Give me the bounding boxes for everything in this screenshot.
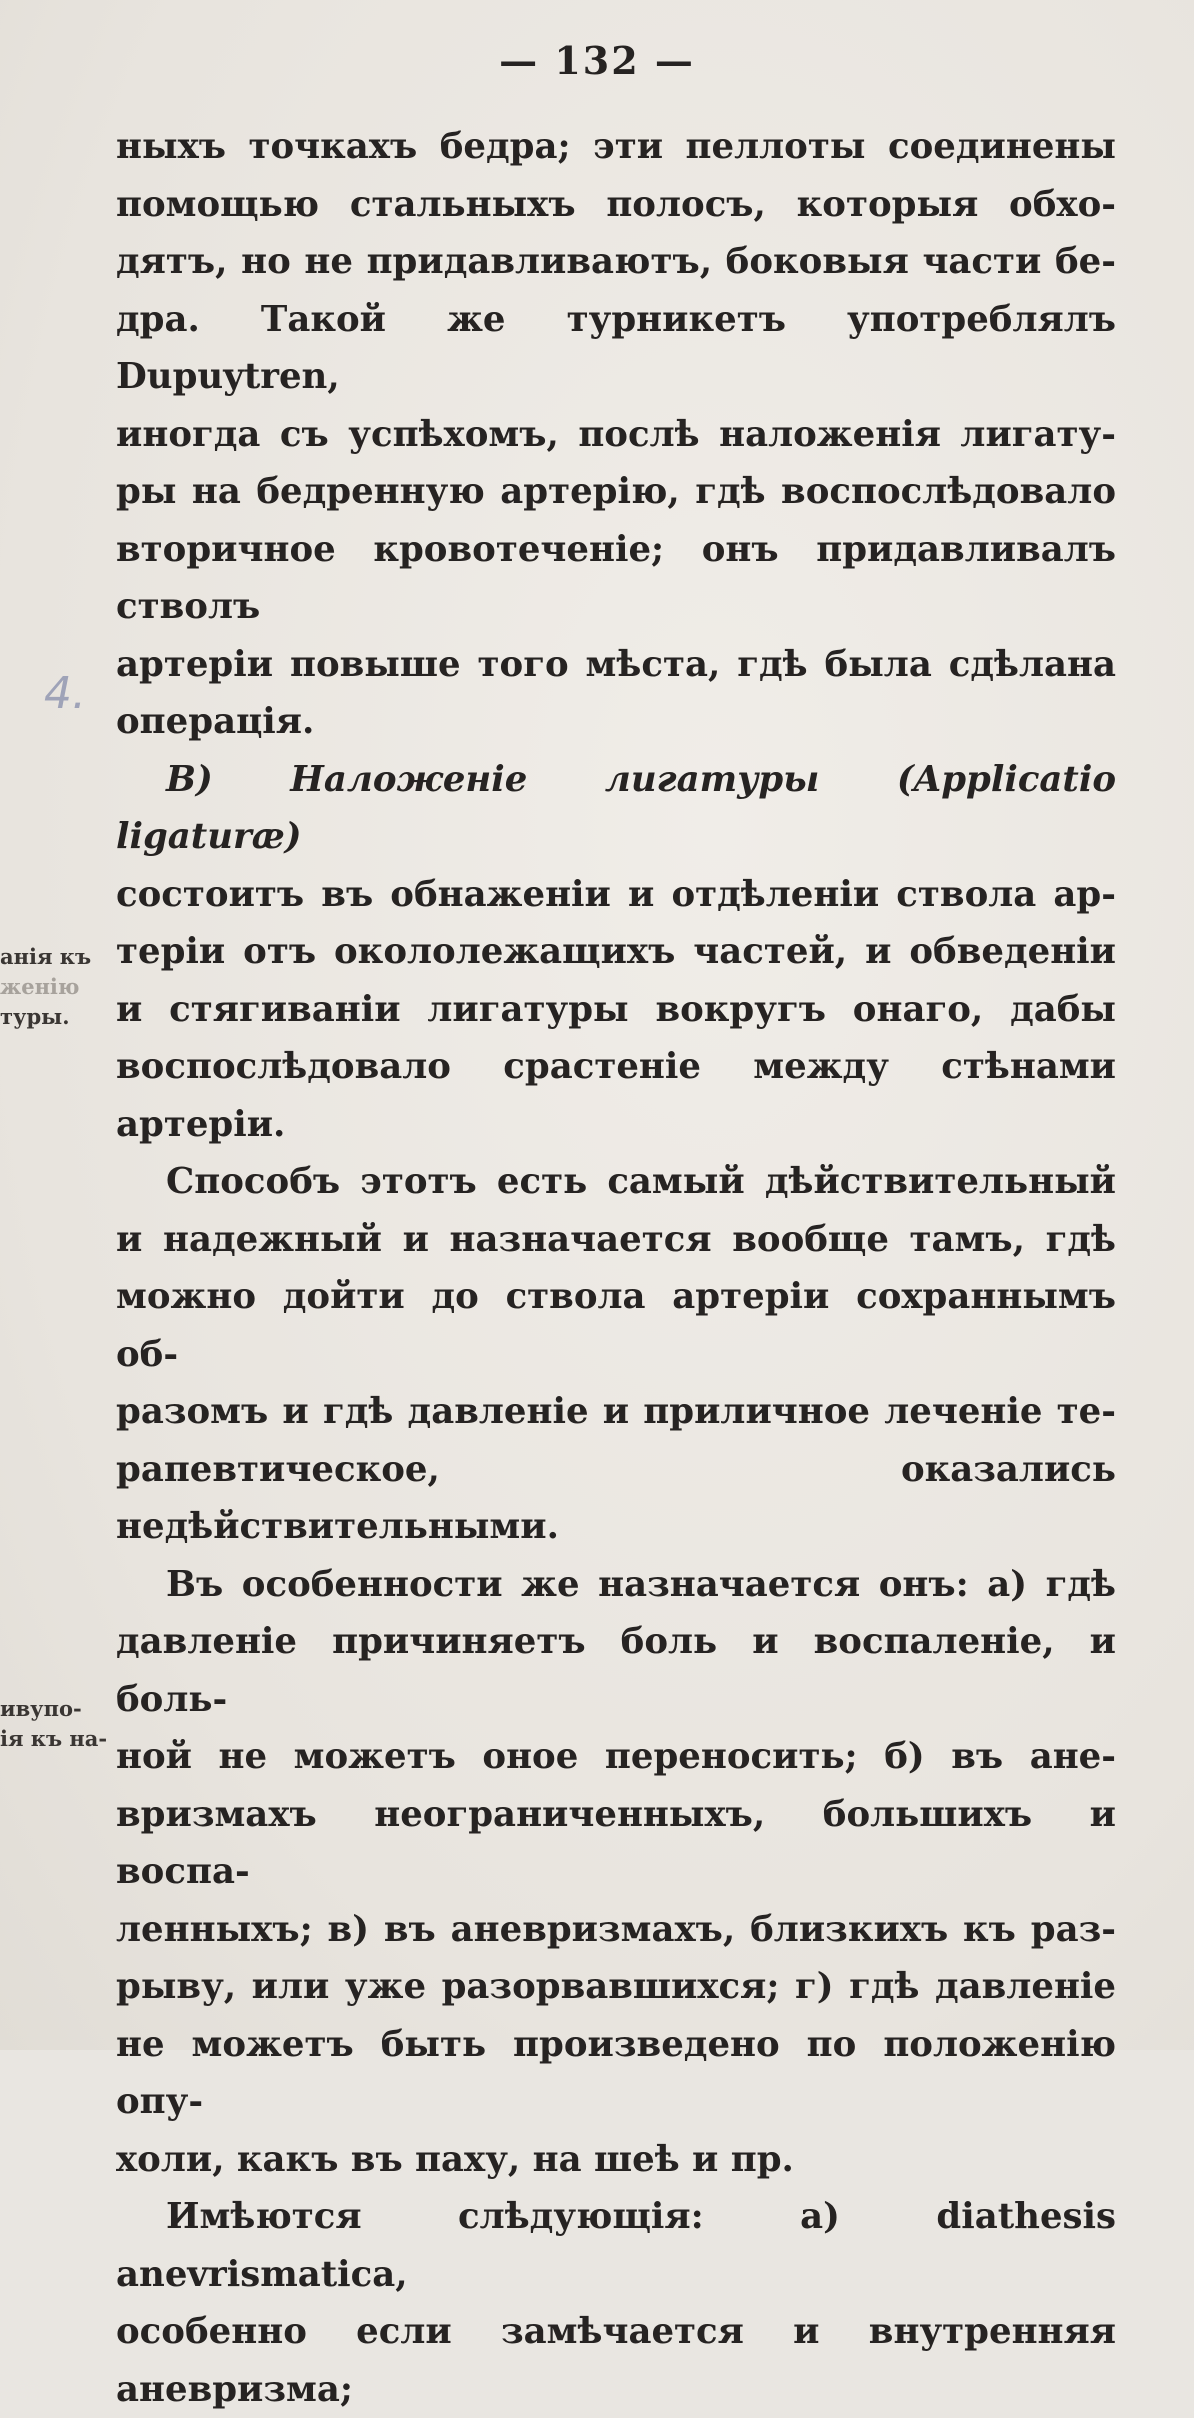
text-line: особенно если замѣчается и внутренняя аневризма; (116, 2311, 1116, 2410)
paragraph (116, 751, 1116, 1154)
margin-note-line: ія къ на- (0, 1726, 108, 1751)
handwritten-margin-mark: 4. (44, 668, 86, 719)
text-line: ной не можетъ оное переносить; б) въ ане- (116, 1736, 1116, 1777)
paragraph (116, 1153, 1116, 1556)
margin-note-line: туры. (0, 1004, 70, 1029)
margin-note-line: ивупо- (0, 1696, 82, 1721)
text-line: холи, какъ въ паху, на шеѣ и пр. (116, 2138, 794, 2180)
paragraph (116, 118, 1116, 751)
text-line: и надежный и назначается вообще тамъ, гдѣ (116, 1218, 1116, 1260)
text-line: ры на бедренную артерію, гдѣ воспослѣдовало (116, 471, 1116, 512)
text-line: вторичное кровотеченіе; онъ придавливалъ стволъ (116, 528, 1116, 627)
text-line: Имѣются слѣдующія: а) diathesis anevrismatica, (116, 2196, 1116, 2295)
section-heading-line: B) Наложеніе лигатуры (Applicatio ligaturæ) (116, 758, 1116, 857)
text-line: операція. (116, 701, 315, 742)
margin-note-line: женію (0, 974, 80, 999)
text-line: состоитъ въ обнаженіи и отдѣленіи ствола ар- (116, 873, 1116, 915)
text-line: Способъ этотъ есть самый дѣйствительный (166, 1161, 1116, 1202)
text-line: дятъ, но не придавливаютъ, боковыя части бе- (116, 241, 1116, 282)
text-line: ныхъ точкахъ бедра; эти пеллоты соединены (116, 126, 1116, 167)
text-line: не можетъ быть произведено по положенію опу- (116, 2023, 1116, 2122)
text-line: ленныхъ; в) въ аневризмахъ, близкихъ къ раз- (116, 1908, 1116, 1950)
text-line: теріи отъ окололежащихъ частей, и обведеніи (116, 931, 1116, 972)
page-number: — 132 — (499, 38, 695, 83)
text-line: артеріи повыше того мѣста, гдѣ была сдѣлана (116, 643, 1116, 685)
margin-note-ligature (0, 942, 110, 1032)
text-line: рапевтическое, оказались недѣйствительными. (116, 1448, 1116, 1547)
paragraph (116, 2188, 1116, 2418)
text-line: вризмахъ неограниченныхъ, большихъ и воспа- (116, 1793, 1116, 1892)
text-line: и стягиваніи лигатуры вокругъ онаго, дабы (116, 988, 1116, 1030)
text-line: можно дойти до ствола артеріи сохраннымъ об- (116, 1276, 1116, 1375)
text-line: рыву, или уже разорвавшихся; г) гдѣ давленіе (116, 1966, 1116, 2007)
text-line: иногда съ успѣхомъ, послѣ наложенія лигату- (116, 413, 1116, 455)
text-line: дра. Такой же турникетъ употреблялъ Dupuytren, (116, 298, 1116, 397)
text-line: Въ особенности же назначается онъ: а) гдѣ (166, 1563, 1116, 1605)
text-line: воспослѣдовало срастеніе между стѣнами артеріи. (116, 1046, 1116, 1145)
text-line: давленіе причиняетъ боль и воспаленіе, и боль- (116, 1621, 1116, 1720)
body-text (116, 118, 1116, 2418)
paragraph (116, 1556, 1116, 2189)
text-line: помощью стальныхъ полосъ, которыя обхо- (116, 183, 1116, 225)
margin-note-line: анія къ (0, 944, 92, 969)
margin-note-contraindications (0, 1694, 110, 1754)
text-line: разомъ и гдѣ давленіе и приличное леченіе те- (116, 1391, 1116, 1432)
